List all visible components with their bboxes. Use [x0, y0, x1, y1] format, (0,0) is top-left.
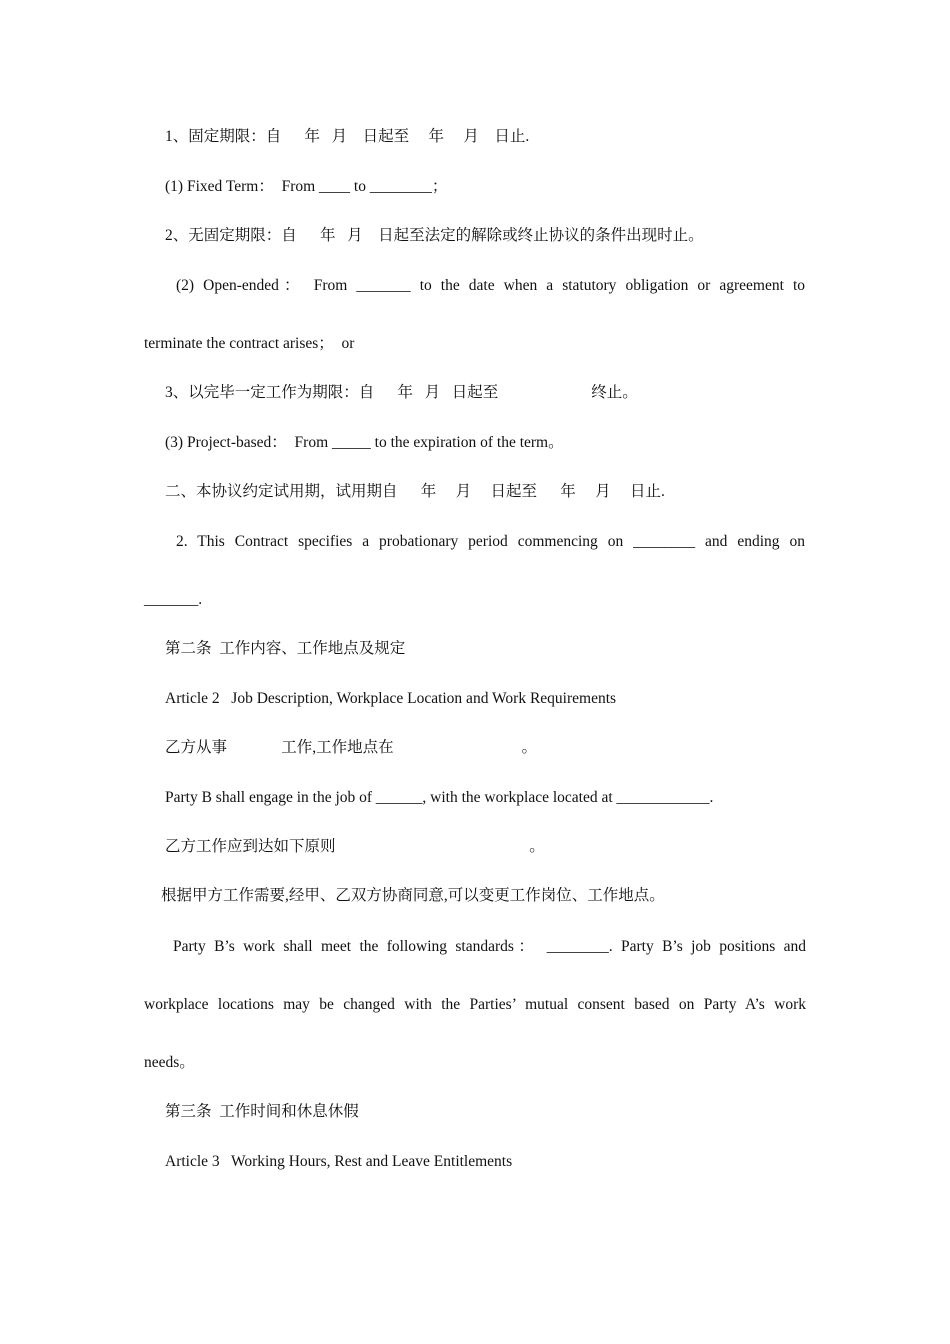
job-en: Party B shall engage in the job of ______, with the workplace located at ____________. — [165, 789, 714, 806]
job-cn: 乙方从事 工作,工作地点在 。 — [165, 739, 538, 756]
clause-fixed-term-cn: 1、固定期限：自 年 月 日起至 年 月 日止. — [165, 128, 530, 145]
standards-cn: 乙方工作应到达如下原则 。 — [165, 838, 545, 855]
article-2-heading-en: Article 2 Job Description, Workplace Location and Work Requirements — [165, 690, 617, 707]
standards-en-line-3: needs。 — [144, 1054, 195, 1071]
article-3-heading-en: Article 3 Working Hours, Rest and Leave Entitlements — [165, 1153, 513, 1170]
clause-fixed-term-en: (1) Fixed Term： From ____ to ________； — [165, 178, 448, 195]
article-2-heading-cn: 第二条 工作内容、工作地点及规定 — [165, 640, 406, 657]
clause-open-ended-en: (2) Open-ended： From _______ to the date when a statutory obligation or agreement to — [176, 277, 805, 294]
article-3-heading-cn: 第三条 工作时间和休息休假 — [165, 1103, 359, 1120]
clause-open-ended-en-cont: terminate the contract arises； or — [144, 335, 355, 352]
standards-en: Party B’s work shall meet the following standards： ________. Party B’s job positions and — [173, 938, 806, 955]
probation-cn: 二、本协议约定试用期，试用期自 年 月 日起至 年 月 日止. — [165, 483, 665, 500]
clause-open-ended-cn: 2、无固定期限：自 年 月 日起至法定的解除或终止协议的条件出现时止。 — [165, 227, 704, 244]
standards-en-line-2: workplace locations may be changed with the Parties’ mutual consent based on Party A’s work — [144, 996, 806, 1013]
clause-project-en: (3) Project-based： From _____ to the expiration of the term。 — [165, 434, 564, 451]
probation-en: 2. This Contract specifies a probationary period commencing on ________ and ending on — [176, 533, 805, 550]
clause-project-cn: 3、以完毕一定工作为期限：自 年 月 日起至 终止。 — [165, 384, 638, 401]
change-position-cn: 根据甲方工作需要,经甲、乙双方协商同意,可以变更工作岗位、工作地点。 — [161, 887, 665, 904]
probation-en-cont: _______. — [144, 591, 203, 608]
